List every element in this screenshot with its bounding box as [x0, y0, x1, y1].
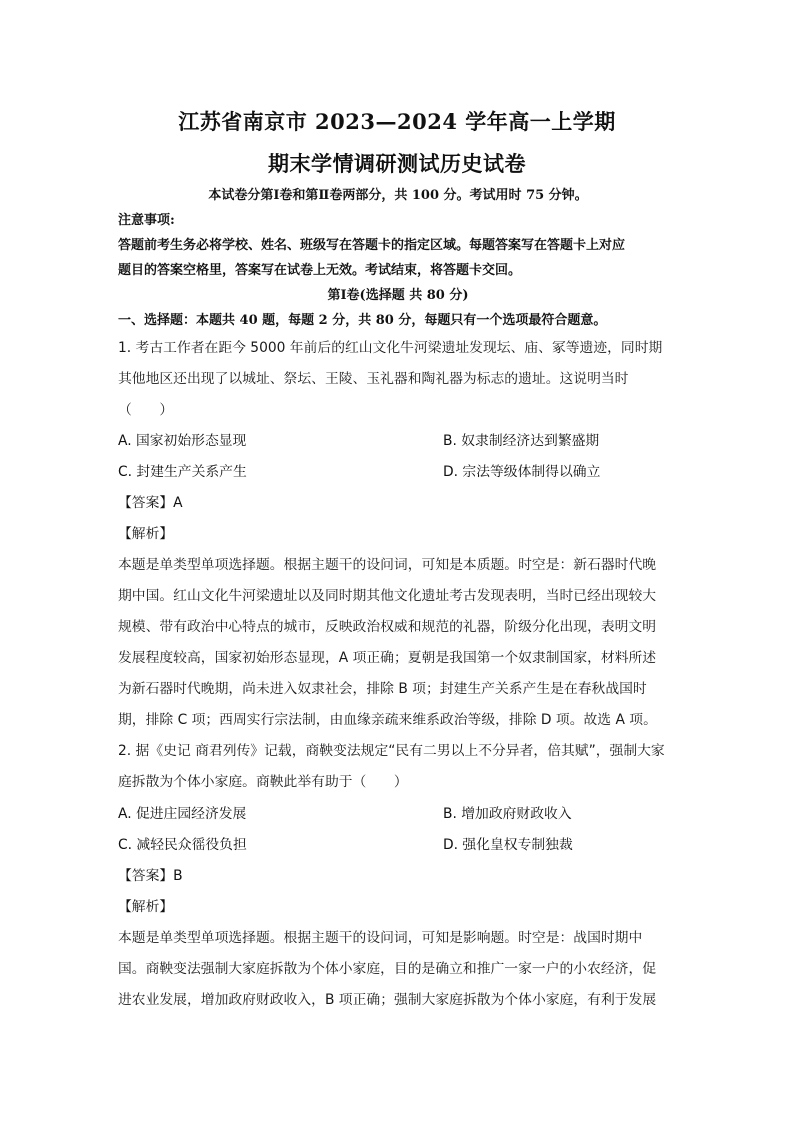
q1-analysis-line: 期中国。红山文化牛河梁遗址以及同时期其他文化遗址考古发现表明，当时已经出现较大 [118, 588, 657, 604]
exam-intro: 本试卷分第Ⅰ卷和第Ⅱ卷两部分，共 100 分。考试用时 75 分钟。 [208, 188, 588, 203]
q2-option-c: C. 减轻民众徭役负担 [118, 837, 247, 853]
q1-option-a: A. 国家初始形态显现 [118, 433, 247, 449]
section-instruction: 一、选择题：本题共 40 题，每题 2 分，共 80 分，每题只有一个选项最符合题意。 [118, 313, 607, 328]
q2-analysis-line: 国。商鞅变法强制大家庭拆散为个体小家庭，目的是确立和推广一家一户的小农经济，促 [118, 961, 657, 977]
q1-option-c: C. 封建生产关系产生 [118, 464, 247, 480]
q1-analysis-label: 【解析】 [118, 526, 174, 542]
notice-label: 注意事项: [118, 213, 175, 228]
q2-option-b: B. 增加政府财政收入 [443, 806, 572, 822]
q2-option-a: A. 促进庄园经济发展 [118, 806, 247, 822]
q1-stem-line-2: 其他地区还出现了以城址、祭坛、王陵、玉礼器和陶礼器为标志的遗址。这说明当时 [118, 371, 629, 387]
q1-analysis-line: 发展程度较高，国家初始形态显现，A 项正确；夏朝是我国第一个奴隶制国家，材料所述 [118, 650, 657, 666]
q1-stem-line-1: 1. 考古工作者在距今 5000 年前后的红山文化牛河梁遗址发现坛、庙、冢等遗迹，同时期 [118, 340, 663, 356]
q2-analysis-line: 本题是单类型单项选择题。根据主题干的设问词，可知是影响题。时空是：战国时期中 [118, 930, 643, 946]
q1-stem-line-3: （ ） [118, 402, 174, 418]
notice-line-1: 答题前考生务必将学校、姓名、班级写在答题卡的指定区域。每题答案写在答题卡上对应 [118, 238, 626, 253]
q2-option-d: D. 强化皇权专制独裁 [443, 837, 573, 853]
q1-analysis-line: 期，排除 C 项；西周实行宗法制，由血缘亲疏来维系政治等级，排除 D 项。故选 A 项。 [118, 712, 657, 728]
q1-analysis-line: 本题是单类型单项选择题。根据主题干的设问词，可知是本质题。时空是：新石器时代晚 [118, 557, 657, 573]
title-line-2: 期末学情调研测试历史试卷 [268, 151, 526, 176]
q1-option-d: D. 宗法等级体制得以确立 [443, 464, 601, 480]
q1-option-b: B. 奴隶制经济达到繁盛期 [443, 433, 600, 449]
q1-analysis-line: 规模、带有政治中心特点的城市，反映政治权威和规范的礼器，阶级分化出现，表明文明 [118, 619, 657, 635]
title-line-1: 江苏省南京市 2023—2024 学年高一上学期 [178, 109, 616, 134]
q2-analysis-label: 【解析】 [118, 899, 174, 915]
q2-stem-line-1: 2. 据《史记 商君列传》记载，商鞅变法规定“民有二男以上不分异者，倍其赋”，强制大家 [118, 743, 665, 759]
notice-line-2: 题目的答案空格里，答案写在试卷上无效。考试结束，将答题卡交回。 [118, 263, 522, 278]
q1-answer: 【答案】A [118, 495, 183, 511]
section-title: 第Ⅰ卷(选择题 共 80 分) [327, 288, 469, 303]
q1-analysis-line: 为新石器时代晚期，尚未进入奴隶社会，排除 B 项；封建生产关系产生是在春秋战国时 [118, 681, 647, 697]
q2-stem-line-2: 庭拆散为个体小家庭。商鞅此举有助于（ ） [118, 774, 408, 790]
q2-analysis-line: 进农业发展，增加政府财政收入，B 项正确；强制大家庭拆散为个体小家庭，有利于发展 [118, 992, 657, 1008]
q2-answer: 【答案】B [118, 868, 183, 884]
